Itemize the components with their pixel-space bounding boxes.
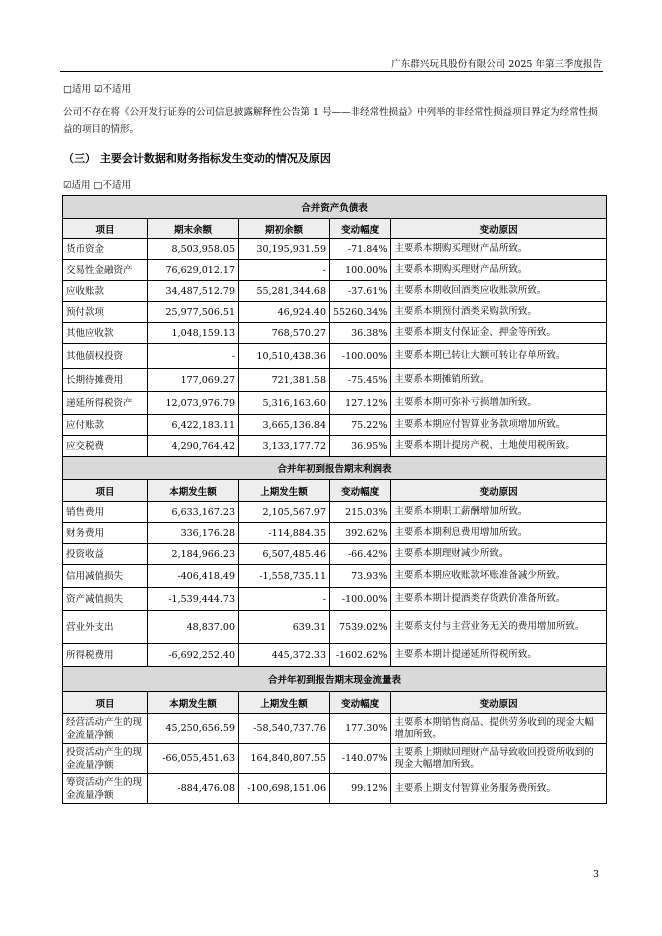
value-cell: 76,629,012.17	[148, 260, 239, 281]
value-cell: 12,073,976.79	[148, 392, 239, 415]
change-cell: 392.62%	[330, 523, 391, 544]
item-cell: 投资收益	[63, 544, 148, 565]
table-row	[63, 281, 607, 302]
change-cell: 99.12%	[330, 774, 391, 804]
value-cell: -	[148, 344, 239, 369]
reason-cell: 主要系本期计提酒类存货跌价准备所致。	[391, 588, 607, 611]
table-header-row	[63, 692, 607, 714]
value-cell: -1,558,735.11	[239, 565, 330, 588]
value-cell: -	[239, 588, 330, 611]
table-header-row	[63, 480, 607, 502]
column-header: 变动原因	[391, 480, 607, 502]
column-header: 项目	[63, 219, 148, 239]
reason-cell: 主要系本期预付酒类采购款所致。	[391, 302, 607, 323]
reason-cell: 主要系本期摊销所致。	[391, 369, 607, 392]
item-cell: 递延所得税资产	[63, 392, 148, 415]
table-title: 合并资产负债表	[63, 196, 607, 219]
value-cell: -	[239, 260, 330, 281]
value-cell: 6,633,167.23	[148, 502, 239, 523]
column-header: 变动幅度	[330, 692, 391, 714]
column-header: 变动原因	[391, 692, 607, 714]
value-cell: 30,195,931.59	[239, 239, 330, 260]
item-cell: 信用减值损失	[63, 565, 148, 588]
value-cell: 336,176.28	[148, 523, 239, 544]
value-cell: 3,133,177.72	[239, 436, 330, 457]
section-checkbox-line: ☑适用 □不适用	[63, 180, 132, 191]
value-cell: 177,069.27	[148, 369, 239, 392]
table-row	[63, 565, 607, 588]
reason-cell: 主要系本期收回酒类应收账款所致。	[391, 281, 607, 302]
item-cell: 投资活动产生的现金流量净额	[63, 744, 148, 774]
value-cell: 25,977,506.51	[148, 302, 239, 323]
reason-cell: 主要系本期利息费用增加所致。	[391, 523, 607, 544]
value-cell: -406,418.49	[148, 565, 239, 588]
item-cell: 货币资金	[63, 239, 148, 260]
change-cell: -100.00%	[330, 344, 391, 369]
change-cell: -71.84%	[330, 239, 391, 260]
table-row	[63, 744, 607, 774]
item-cell: 应交税费	[63, 436, 148, 457]
table-row	[63, 369, 607, 392]
table-row	[63, 611, 607, 644]
table-row	[63, 523, 607, 544]
reason-cell: 主要系本期职工薪酬增加所致。	[391, 502, 607, 523]
change-cell: 100.00%	[330, 260, 391, 281]
column-header: 项目	[63, 480, 148, 502]
column-header: 项目	[63, 692, 148, 714]
nonrecurring-statement: 公司不存在将《公开发行证券的公司信息披露解释性公告第 1 号——非经常性损益》中列举的非经常性损益项目界定为经常性损益的项目的情形。	[63, 107, 598, 135]
reason-cell: 主要系支付与主营业务无关的费用增加所致。	[391, 611, 607, 644]
table-row	[63, 415, 607, 436]
value-cell: 4,290,764.42	[148, 436, 239, 457]
column-header: 期末余额	[148, 219, 239, 239]
value-cell: 5,316,163.60	[239, 392, 330, 415]
value-cell: 2,105,567.97	[239, 502, 330, 523]
item-cell: 营业外支出	[63, 611, 148, 644]
reason-cell: 主要系上期支付智算业务服务费所致。	[391, 774, 607, 804]
change-cell: 36.95%	[330, 436, 391, 457]
value-cell: -884,476.08	[148, 774, 239, 804]
value-cell: 8,503,958.05	[148, 239, 239, 260]
column-header: 期初余额	[239, 219, 330, 239]
reason-cell: 主要系本期购买理财产品所致。	[391, 260, 607, 281]
item-cell: 经营活动产生的现金流量净额	[63, 714, 148, 744]
item-cell: 应收账款	[63, 281, 148, 302]
reason-cell: 主要系本期购买理财产品所致。	[391, 239, 607, 260]
reason-cell: 主要系本期销售商品、提供劳务收到的现金大幅增加所致。	[391, 714, 607, 744]
table-row	[63, 344, 607, 369]
table-row	[63, 544, 607, 565]
reason-cell: 主要系本期理财减少所致。	[391, 544, 607, 565]
change-cell: 73.93%	[330, 565, 391, 588]
table-header-row	[63, 219, 607, 239]
reason-cell: 主要系本期计提房产税、土地使用税所致。	[391, 436, 607, 457]
change-cell: -75.45%	[330, 369, 391, 392]
change-cell: 75.22%	[330, 415, 391, 436]
item-cell: 所得税费用	[63, 644, 148, 667]
value-cell: -100,698,151.06	[239, 774, 330, 804]
table-row	[63, 260, 607, 281]
nonrecurring-checkbox-line: □适用 ☑不适用	[63, 84, 132, 95]
value-cell: 6,507,485.46	[239, 544, 330, 565]
change-cell: -66.42%	[330, 544, 391, 565]
value-cell: 768,570.27	[239, 323, 330, 344]
value-cell: -114,884.35	[239, 523, 330, 544]
header-rule	[60, 71, 603, 72]
column-header: 变动原因	[391, 219, 607, 239]
value-cell: -1,539,444.73	[148, 588, 239, 611]
balance-sheet-table	[62, 195, 607, 804]
value-cell: -58,540,737.76	[239, 714, 330, 744]
item-cell: 其他应收款	[63, 323, 148, 344]
item-cell: 应付账款	[63, 415, 148, 436]
reason-cell: 主要系本期可弥补亏损增加所致。	[391, 392, 607, 415]
value-cell: 45,250,656.59	[148, 714, 239, 744]
value-cell: -6,692,252.40	[148, 644, 239, 667]
column-header: 上期发生额	[239, 692, 330, 714]
reason-cell: 主要系本期已转让大额可转让存单所致。	[391, 344, 607, 369]
column-header: 本期发生额	[148, 692, 239, 714]
change-cell: 127.12%	[330, 392, 391, 415]
item-cell: 其他债权投资	[63, 344, 148, 369]
change-cell: 7539.02%	[330, 611, 391, 644]
change-cell: 36.38%	[330, 323, 391, 344]
report-header: 广东群兴玩具股份有限公司 2025 年第三季度报告	[391, 59, 602, 70]
reason-cell: 主要系上期赎回理财产品导致收回投资所收到的现金大幅增加所致。	[391, 744, 607, 774]
reason-cell: 主要系本期支付保证金、押金等所致。	[391, 323, 607, 344]
table-row	[63, 588, 607, 611]
table-row	[63, 436, 607, 457]
item-cell: 筹资活动产生的现金流量净额	[63, 774, 148, 804]
table-row	[63, 239, 607, 260]
table-title: 合并年初到报告期末现金流量表	[63, 667, 607, 692]
column-header: 本期发生额	[148, 480, 239, 502]
change-cell: -37.61%	[330, 281, 391, 302]
change-cell: -140.07%	[330, 744, 391, 774]
change-cell: 55260.34%	[330, 302, 391, 323]
table-row	[63, 714, 607, 744]
table-row	[63, 774, 607, 804]
change-cell: 177.30%	[330, 714, 391, 744]
reason-cell: 主要系本期应收账款坏账准备减少所致。	[391, 565, 607, 588]
value-cell: 1,048,159.13	[148, 323, 239, 344]
table-row	[63, 502, 607, 523]
value-cell: 10,510,438.36	[239, 344, 330, 369]
reason-cell: 主要系本期应付智算业务款项增加所致。	[391, 415, 607, 436]
change-cell: -100.00%	[330, 588, 391, 611]
value-cell: 6,422,183.11	[148, 415, 239, 436]
item-cell: 资产减值损失	[63, 588, 148, 611]
item-cell: 长期待摊费用	[63, 369, 148, 392]
section-title: （三） 主要会计数据和财务指标发生变动的情况及原因	[63, 152, 331, 165]
value-cell: 164,840,807.55	[239, 744, 330, 774]
value-cell: 445,372.33	[239, 644, 330, 667]
reason-cell: 主要系本期计提递延所得税所致。	[391, 644, 607, 667]
column-header: 上期发生额	[239, 480, 330, 502]
column-header: 变动幅度	[330, 480, 391, 502]
item-cell: 财务费用	[63, 523, 148, 544]
value-cell: 48,837.00	[148, 611, 239, 644]
value-cell: -66,055,451.63	[148, 744, 239, 774]
value-cell: 639.31	[239, 611, 330, 644]
item-cell: 销售费用	[63, 502, 148, 523]
value-cell: 3,665,136.84	[239, 415, 330, 436]
page-number: 3	[592, 869, 599, 880]
change-cell: 215.03%	[330, 502, 391, 523]
table-row	[63, 323, 607, 344]
item-cell: 交易性金融资产	[63, 260, 148, 281]
value-cell: 721,381.58	[239, 369, 330, 392]
value-cell: 34,487,512.79	[148, 281, 239, 302]
value-cell: 55,281,344.68	[239, 281, 330, 302]
change-cell: -1602.62%	[330, 644, 391, 667]
table-title: 合并年初到报告期末利润表	[63, 457, 607, 480]
column-header: 变动幅度	[330, 219, 391, 239]
table-row	[63, 644, 607, 667]
item-cell: 预付款项	[63, 302, 148, 323]
table-row	[63, 392, 607, 415]
table-row	[63, 302, 607, 323]
value-cell: 46,924.40	[239, 302, 330, 323]
value-cell: 2,184,966.23	[148, 544, 239, 565]
